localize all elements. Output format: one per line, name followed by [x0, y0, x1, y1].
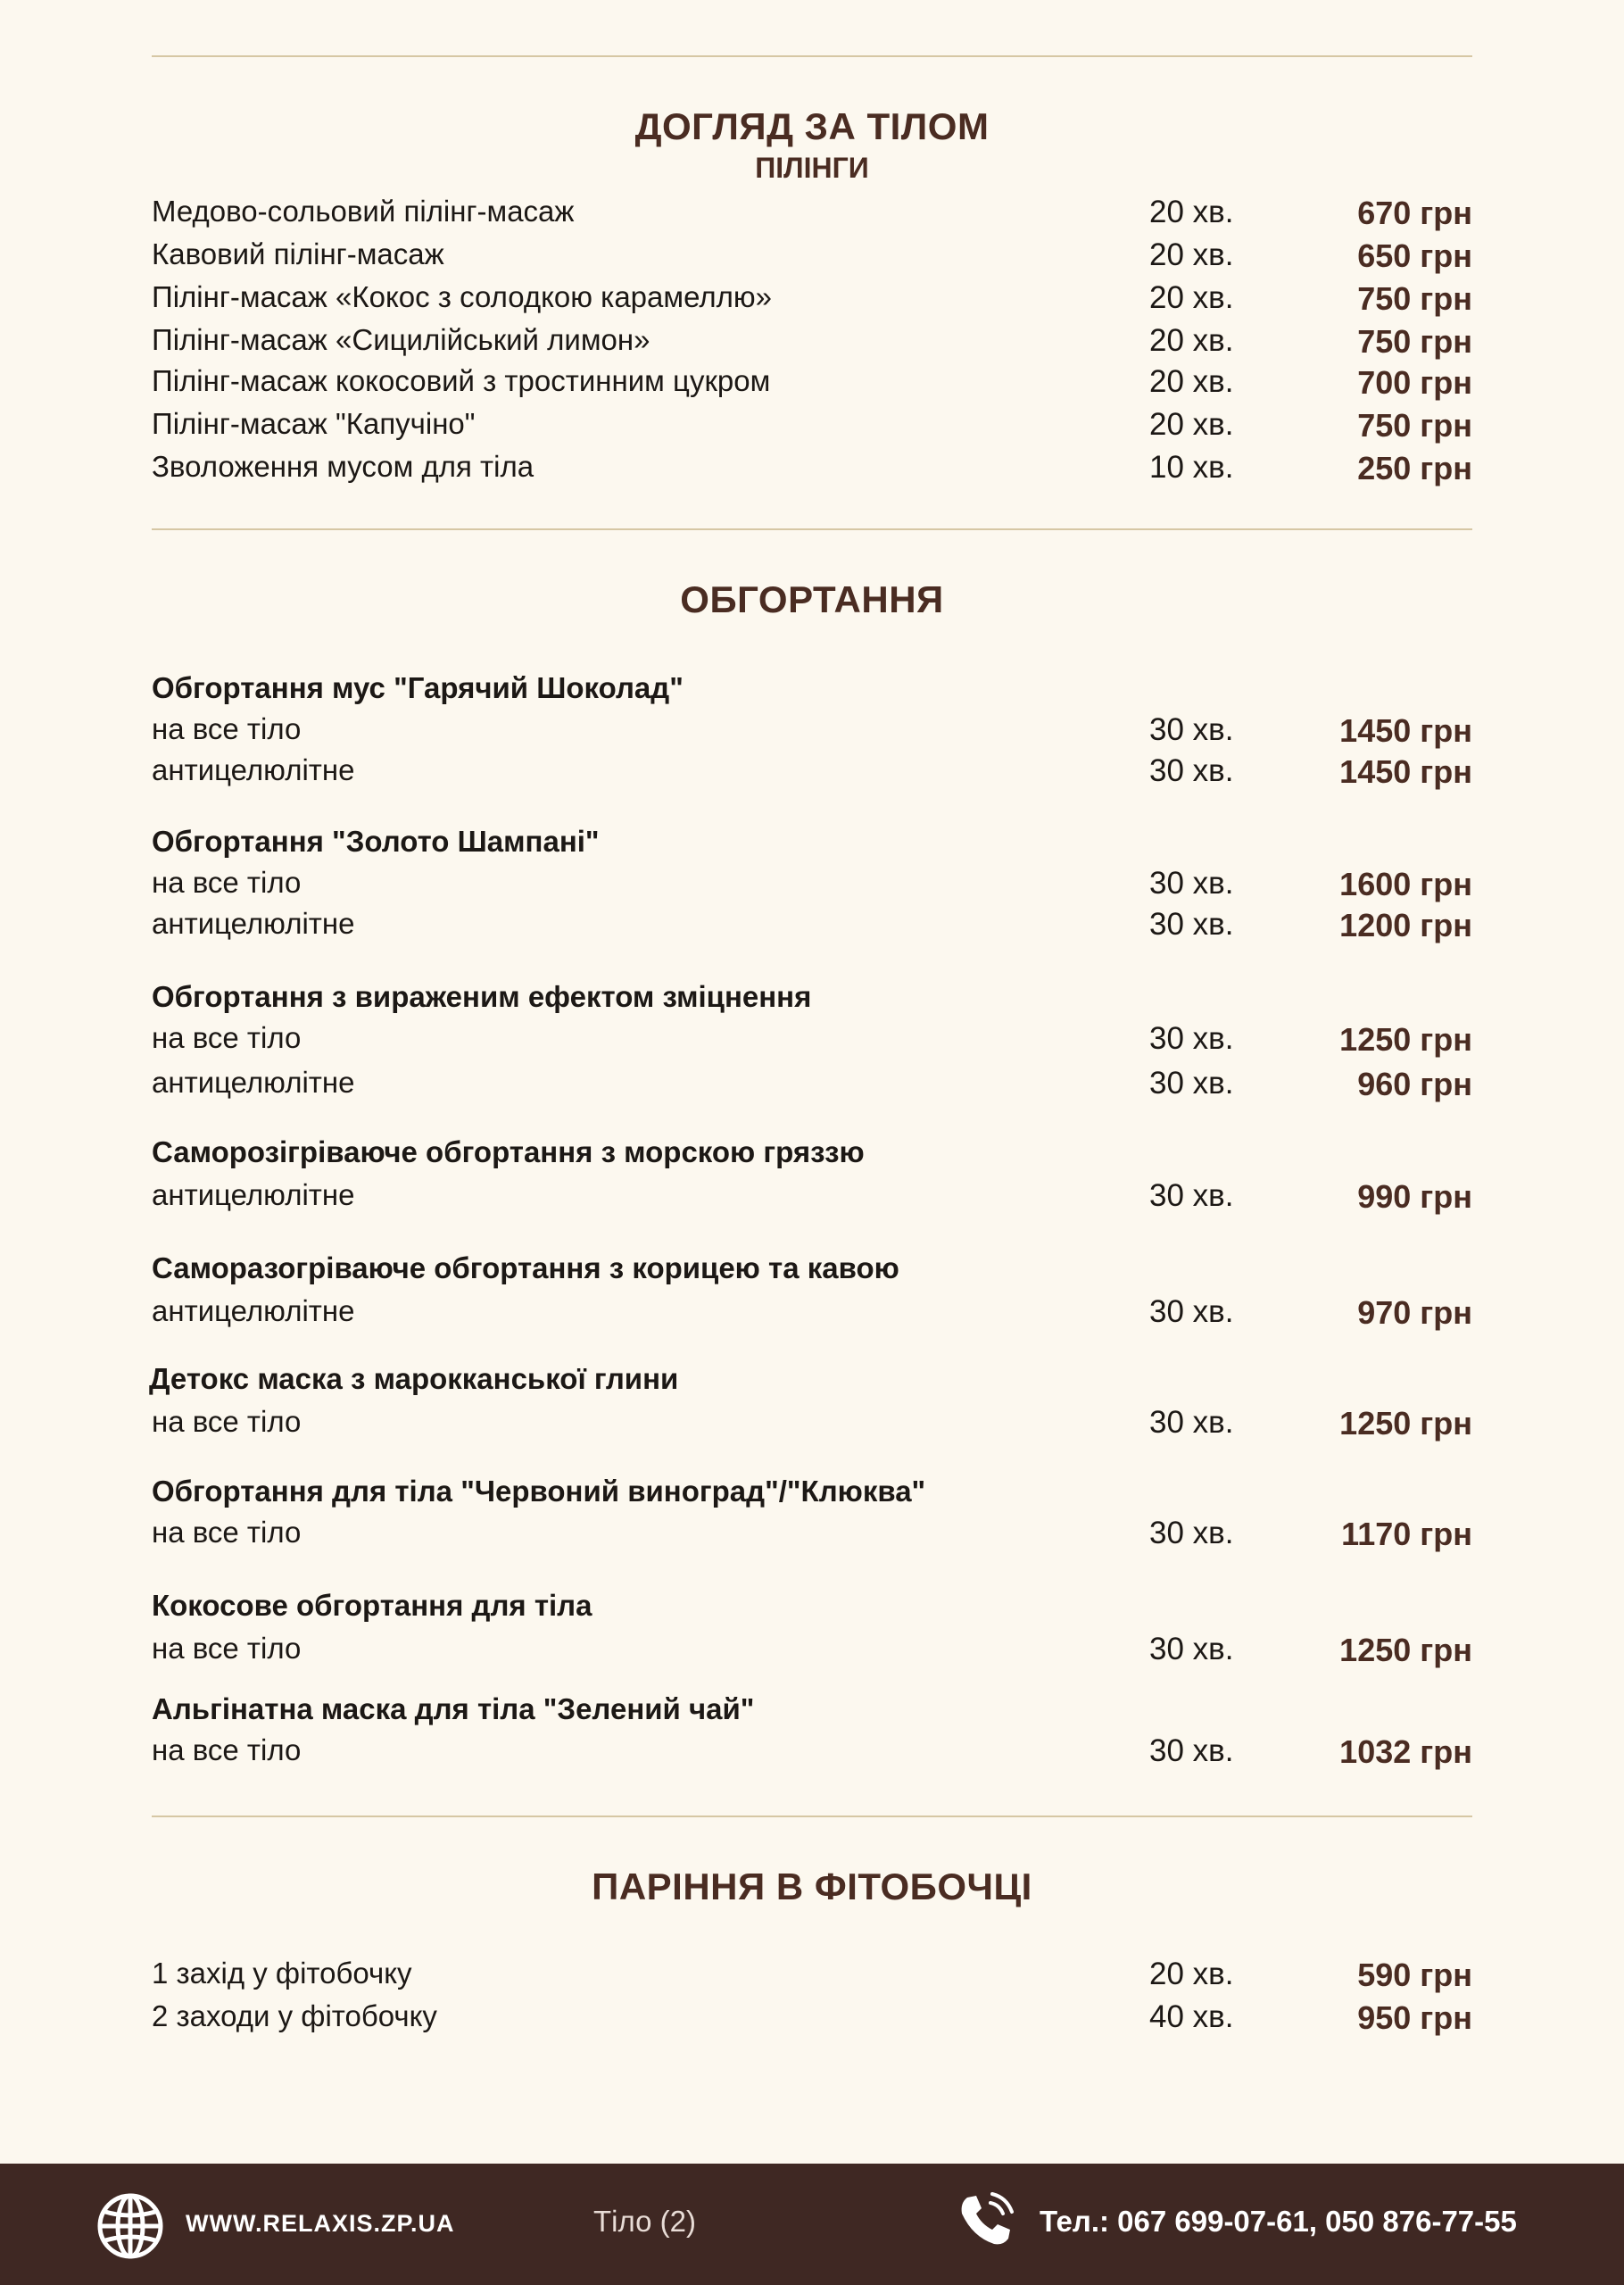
service-price: 1450 грн [1339, 712, 1472, 749]
section-divider [152, 1816, 1472, 1817]
price-row [152, 1294, 1472, 1334]
price-row [152, 280, 1472, 320]
website-link[interactable]: WWW.RELAXIS.ZP.UA [186, 2210, 455, 2237]
service-duration: 30 хв. [1149, 1405, 1234, 1440]
service-name: 1 захід у фітобочку [152, 1957, 412, 1990]
service-name: антицелюлітне [152, 1178, 355, 1211]
price-row [152, 1999, 1472, 2039]
price-row [152, 407, 1472, 446]
price-row [152, 450, 1472, 489]
group-title: Обгортання для тіла "Червоний виноград"/"Клюква" [152, 1475, 926, 1508]
service-name: антицелюлітне [152, 1066, 355, 1099]
service-price: 1170 грн [1341, 1516, 1472, 1552]
price-row [152, 195, 1472, 234]
section-phyto-barrel-title: ПАРІННЯ В ФІТОБОЧЦІ [592, 1865, 1032, 1907]
service-duration: 30 хв. [1149, 1632, 1234, 1666]
service-duration: 30 хв. [1149, 1516, 1234, 1550]
service-duration: 30 хв. [1149, 1021, 1234, 1056]
service-name: Пілінг-масаж "Капучіно" [152, 407, 476, 440]
service-name: Медово-сольовий пілінг-масаж [152, 195, 575, 228]
price-row [152, 323, 1472, 362]
service-price: 750 грн [1357, 323, 1472, 360]
price-row [152, 1516, 1472, 1555]
service-name: 2 заходи у фітобочку [152, 1999, 437, 2032]
section-wraps-title: ОБГОРТАННЯ [680, 578, 944, 620]
service-duration: 30 хв. [1149, 753, 1234, 788]
service-price: 650 грн [1357, 237, 1472, 274]
service-duration: 30 хв. [1149, 712, 1234, 747]
service-name: Пілінг-масаж кокосовий з тростинним цукром [152, 364, 771, 397]
service-price: 670 грн [1357, 195, 1472, 231]
phone-icon [955, 2190, 1015, 2251]
service-name: Зволоження мусом для тіла [152, 450, 534, 483]
service-name: на все тіло [152, 1632, 302, 1665]
price-row [152, 1021, 1472, 1060]
group-title: Кокосове обгортання для тіла [152, 1589, 592, 1622]
service-price: 950 грн [1357, 1999, 1472, 2036]
price-row [152, 364, 1472, 403]
group-title: Саморозігріваюче обгортання з морскою гряззю [152, 1135, 865, 1168]
price-row [152, 1632, 1472, 1671]
price-row [152, 907, 1472, 946]
service-price: 1450 грн [1339, 753, 1472, 790]
service-price: 750 грн [1357, 280, 1472, 317]
group-title: Альгінатна маска для тіла "Зелений чай" [152, 1692, 755, 1725]
price-row [152, 712, 1472, 752]
service-duration: 30 хв. [1149, 1294, 1234, 1329]
section-divider [152, 528, 1472, 530]
service-price: 1250 грн [1339, 1632, 1472, 1668]
service-name: Кавовий пілінг-масаж [152, 237, 444, 270]
service-name: антицелюлітне [152, 753, 355, 786]
service-name: на все тіло [152, 712, 302, 745]
service-duration: 20 хв. [1149, 323, 1234, 358]
service-price: 990 грн [1357, 1178, 1472, 1215]
service-price: 960 грн [1357, 1066, 1472, 1102]
service-price: 1200 грн [1339, 907, 1472, 943]
price-row [152, 1405, 1472, 1444]
service-duration: 30 хв. [1149, 1178, 1234, 1213]
service-name: на все тіло [152, 866, 302, 899]
service-price: 970 грн [1357, 1294, 1472, 1331]
price-row [152, 1066, 1472, 1105]
service-duration: 30 хв. [1149, 1066, 1234, 1101]
service-duration: 30 хв. [1149, 866, 1234, 901]
service-price: 250 грн [1357, 450, 1472, 486]
service-name: Пілінг-масаж «Сицилійський лимон» [152, 323, 650, 356]
group-title: Обгортання з вираженим ефектом зміцнення [152, 980, 812, 1013]
service-name: антицелюлітне [152, 1294, 355, 1327]
group-title: Детокс маска з марокканської глини [149, 1362, 679, 1395]
service-duration: 30 хв. [1149, 1733, 1234, 1768]
section-peelings-subtitle: ПІЛІНГИ [755, 152, 869, 184]
service-name: на все тіло [152, 1405, 302, 1438]
service-name: на все тіло [152, 1516, 302, 1549]
service-price: 1250 грн [1339, 1021, 1472, 1058]
service-duration: 40 хв. [1149, 1999, 1234, 2034]
group-title: Обгортання мус "Гарячий Шоколад" [152, 671, 684, 704]
service-price: 750 грн [1357, 407, 1472, 444]
service-name: Пілінг-масаж «Кокос з солодкою карамеллю» [152, 280, 772, 313]
service-duration: 20 хв. [1149, 195, 1234, 229]
price-row [152, 866, 1472, 905]
service-name: на все тіло [152, 1733, 302, 1766]
service-price: 1032 грн [1339, 1733, 1472, 1770]
section-body-care-title: ДОГЛЯД ЗА ТІЛОМ [634, 105, 990, 147]
service-duration: 20 хв. [1149, 280, 1234, 315]
service-price: 1600 грн [1339, 866, 1472, 902]
page-label: Тіло (2) [593, 2205, 696, 2238]
price-row [152, 1733, 1472, 1773]
service-duration: 20 хв. [1149, 1957, 1234, 1991]
price-row [152, 753, 1472, 793]
service-duration: 10 хв. [1149, 450, 1234, 485]
group-title: Саморазогріваюче обгортання з корицею та кавою [152, 1251, 899, 1284]
service-duration: 20 хв. [1149, 407, 1234, 442]
footer-bar [0, 2164, 1624, 2285]
service-duration: 20 хв. [1149, 364, 1234, 399]
service-price: 1250 грн [1339, 1405, 1472, 1442]
phone-numbers[interactable]: Тел.: 067 699-07-61, 050 876-77-55 [1040, 2205, 1517, 2238]
group-title: Обгортання "Золото Шампані" [152, 825, 600, 858]
price-row [152, 1178, 1472, 1217]
service-name: на все тіло [152, 1021, 302, 1054]
top-divider [152, 55, 1472, 57]
price-row [152, 1957, 1472, 1996]
service-price: 700 грн [1357, 364, 1472, 401]
service-price: 590 грн [1357, 1957, 1472, 1993]
price-row [152, 237, 1472, 277]
service-duration: 30 хв. [1149, 907, 1234, 942]
globe-icon [96, 2192, 164, 2260]
service-name: антицелюлітне [152, 907, 355, 940]
service-duration: 20 хв. [1149, 237, 1234, 272]
